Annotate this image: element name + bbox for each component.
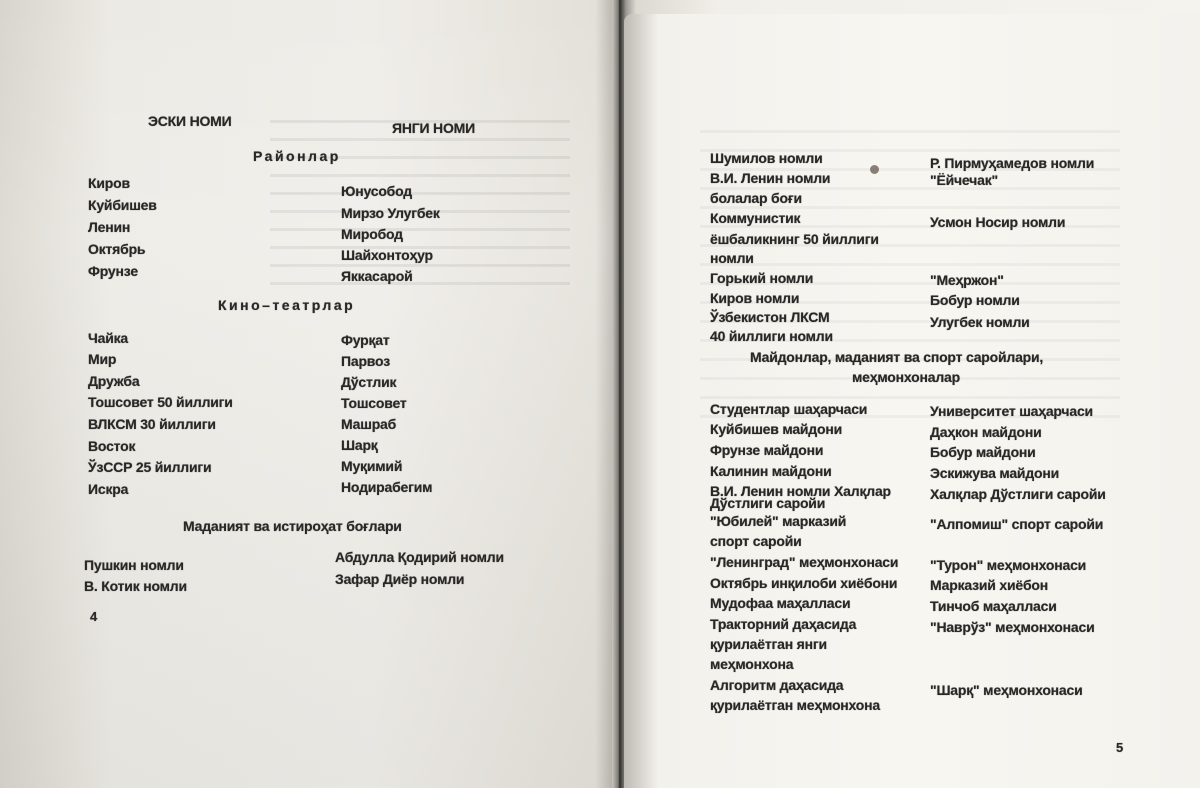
district-new: Шайхонтоҳур <box>341 247 433 263</box>
square-old: қурилаётган янги <box>710 636 827 652</box>
square-old: Калинин майдони <box>710 463 832 479</box>
park-old: Пушкин номли <box>84 557 184 573</box>
square-old: "Юбилей" марказий <box>710 513 847 529</box>
square-new: "Турон" меҳмонхонаси <box>930 557 1087 573</box>
square-new: Даҳкон майдони <box>930 424 1042 440</box>
district-old: Фрунзе <box>88 263 138 279</box>
cinema-new: Шарқ <box>341 437 378 453</box>
cinema-new: Муқимий <box>341 458 403 474</box>
section-title-parks: Маданият ва истироҳат боғлари <box>183 518 402 534</box>
section-title-squares-line2: меҳмонхоналар <box>852 369 960 385</box>
cinema-old: Искра <box>88 481 129 497</box>
square-new: Бобур майдони <box>930 444 1036 460</box>
park-old: болалар боғи <box>710 190 802 206</box>
cinema-new: Парвоз <box>341 353 390 369</box>
park-old: ёшбаликнинг 50 йиллиги <box>710 231 879 247</box>
park-old: Киров номли <box>710 290 800 306</box>
park-old: В. Котик номли <box>84 578 187 594</box>
square-old: Дўстлиги саройи <box>710 495 826 511</box>
cinema-new: Дўстлик <box>341 374 397 390</box>
district-new: Мирзо Улугбек <box>341 205 440 221</box>
park-new: Зафар Диёр номли <box>335 571 465 587</box>
section-title-squares: Майдонлар, маданият ва спорт саройлари, <box>750 349 1044 365</box>
cinema-old: Тошсовет 50 йиллиги <box>88 394 233 410</box>
park-new: Улугбек номли <box>930 314 1030 330</box>
square-old: Алгоритм даҳасида <box>710 677 844 693</box>
park-old: Шумилов номли <box>710 150 823 166</box>
cinema-new: Фурқат <box>341 332 390 348</box>
cinema-old: Мир <box>88 351 117 367</box>
square-new: "Алпомиш" спорт саройи <box>930 516 1104 532</box>
cinema-old: ВЛКСМ 30 йиллиги <box>88 416 216 432</box>
cinema-new: Машраб <box>341 416 397 432</box>
square-new: Тинчоб маҳалласи <box>930 598 1057 614</box>
district-old: Киров <box>88 175 130 191</box>
square-old: меҳмонхона <box>710 656 794 672</box>
square-new: Марказий хиёбон <box>930 577 1049 593</box>
section-title-districts: Районлар <box>253 148 341 164</box>
cinema-old: ЎзССР 25 йиллиги <box>88 459 212 475</box>
district-old: Ленин <box>88 219 131 235</box>
cinema-new: Тошсовет <box>341 395 407 411</box>
square-old: Октябрь инқилоби хиёбони <box>710 575 898 591</box>
park-old: 40 йиллиги номли <box>710 328 833 344</box>
park-old: номли <box>710 250 754 266</box>
district-old: Куйбишев <box>88 197 157 213</box>
park-new: Бобур номли <box>930 292 1020 308</box>
park-new: "Ёйчечак" <box>930 172 998 188</box>
new-name-header: ЯНГИ НОМИ <box>392 120 475 136</box>
square-old: спорт саройи <box>710 533 802 549</box>
district-new: Яккасарой <box>341 268 413 284</box>
square-new: Университет шаҳарчаси <box>930 403 1093 419</box>
park-new: Усмон Носир номли <box>930 214 1066 230</box>
square-new: "Шарқ" меҳмонхонаси <box>930 682 1083 698</box>
cinema-old: Чайка <box>88 330 129 346</box>
square-old: Мудофаа маҳалласи <box>710 595 851 611</box>
district-new: Юнусобод <box>341 183 412 199</box>
square-old: Тракторний даҳасида <box>710 616 857 632</box>
square-new: "Наврўз" меҳмонхонаси <box>930 619 1095 635</box>
square-old: Студентлар шаҳарчаси <box>710 401 868 417</box>
park-old: В.И. Ленин номли <box>710 170 831 186</box>
section-title-cinemas: Кино–театрлар <box>218 297 356 313</box>
page-number-left: 4 <box>90 609 98 624</box>
park-old: Горький номли <box>710 270 814 286</box>
cinema-old: Дружба <box>88 373 140 389</box>
square-old: Куйбишев майдони <box>710 421 843 437</box>
park-new: Абдулла Қодирий номли <box>335 549 504 565</box>
district-old: Октябрь <box>88 241 146 257</box>
square-old: Фрунзе майдони <box>710 442 824 458</box>
old-name-header: ЭСКИ НОМИ <box>148 113 232 129</box>
square-old: В.И. Ленин номли Халқлар <box>710 483 891 499</box>
square-new: Халқлар Дўстлиги саройи <box>930 486 1106 502</box>
square-old: қурилаётган меҳмонхона <box>710 697 880 713</box>
park-old: Коммунистик <box>710 210 801 226</box>
cinema-new: Нодирабегим <box>341 479 433 495</box>
park-old: Ўзбекистон ЛКСМ <box>710 309 830 325</box>
stain-spot <box>870 165 879 174</box>
park-new: "Меҳржон" <box>930 272 1004 288</box>
park-new: Р. Пирмуҳамедов номли <box>930 155 1095 171</box>
cinema-old: Восток <box>88 438 136 454</box>
square-new: Эскижува майдони <box>930 465 1060 481</box>
district-new: Миробод <box>341 226 403 242</box>
square-old: "Ленинград" меҳмонхонаси <box>710 554 899 570</box>
page-number-right: 5 <box>1116 740 1124 755</box>
